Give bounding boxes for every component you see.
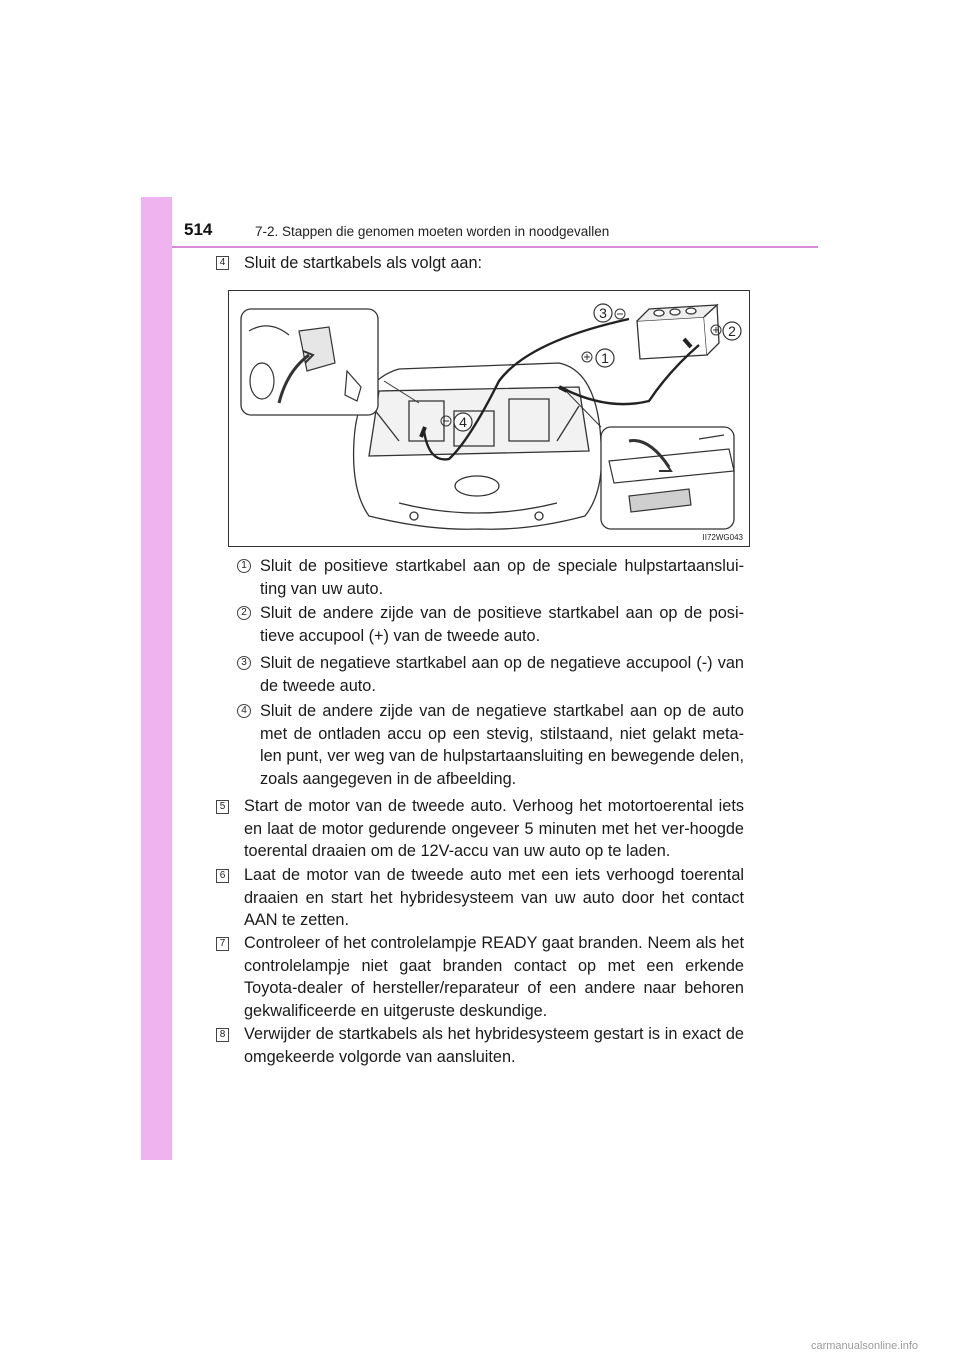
jump-start-illustration xyxy=(229,291,749,546)
step-badge-4: 4 xyxy=(216,256,229,270)
substep-badge-2: 2 xyxy=(237,606,251,620)
substep-1-text: Sluit de positieve startkabel aan op de speciale hulpstartaanslui-ting van uw auto. xyxy=(260,557,744,598)
callout-4: 4 xyxy=(459,414,467,430)
step-6-text: Laat de motor van de tweede auto met een iets verhoogd toerental draaien en start het hybridesysteem van uw auto door het contact AAN te zetten. xyxy=(244,866,744,930)
step-badge-8: 8 xyxy=(216,1028,229,1042)
footer-watermark[interactable]: carmanualsonline.info xyxy=(810,1340,918,1352)
step-badge-5: 5 xyxy=(216,800,229,814)
step-8-text: Verwijder de startkabels als het hybridesysteem gestart is in exact de omgekeerde volgorde van aansluiten. xyxy=(244,1025,744,1066)
callout-1: 1 xyxy=(601,350,609,366)
substep-badge-4: 4 xyxy=(237,704,251,718)
figure-code: II72WG043 xyxy=(702,533,743,542)
callout-3: 3 xyxy=(599,305,607,321)
step-5-text: Start de motor van de tweede auto. Verhoog het motortoerental iets en laat de motor gedurende ongeveer 5 minuten met het ver-hoogde toerental draaien om de 12V-accu van uw auto op te laden. xyxy=(244,797,744,861)
step-7-text: Controleer of het controlelampje READY gaat branden. Neem als het controlelampje niet gaat branden contact op met een erkende Toyota-dealer of hersteller/reparateur of een andere naar behoren gekwalificeerde en uitgeruste deskundige. xyxy=(244,934,744,1020)
substep-3-text: Sluit de negatieve startkabel aan op de negatieve accupool (-) van de tweede auto. xyxy=(260,654,744,695)
substep-badge-1: 1 xyxy=(237,559,251,573)
page-number: 514 xyxy=(184,220,213,239)
side-tab-band xyxy=(141,197,172,1160)
substep-4-text: Sluit de andere zijde van de negatieve startkabel aan op de auto met de ontladen accu op een stevig, stilstaand, niet gelakt meta-len punt, ver weg van de hulpstartaansluiting en bewegende delen, zoals aangegeven in de afbeelding. xyxy=(260,702,744,788)
step-badge-7: 7 xyxy=(216,937,229,951)
substep-2-text: Sluit de andere zijde van de positieve startkabel aan op de posi-tieve accupool (+) van de tweede auto. xyxy=(260,604,744,645)
chapter-title: 7-2. Stappen die genomen moeten worden in noodgevallen xyxy=(255,224,610,239)
step-badge-6: 6 xyxy=(216,869,229,883)
callout-2: 2 xyxy=(728,323,736,339)
page-header xyxy=(172,222,818,248)
step-4-text: Sluit de startkabels als volgt aan: xyxy=(244,254,483,272)
substep-badge-3: 3 xyxy=(237,656,251,670)
jump-start-figure xyxy=(228,290,750,547)
